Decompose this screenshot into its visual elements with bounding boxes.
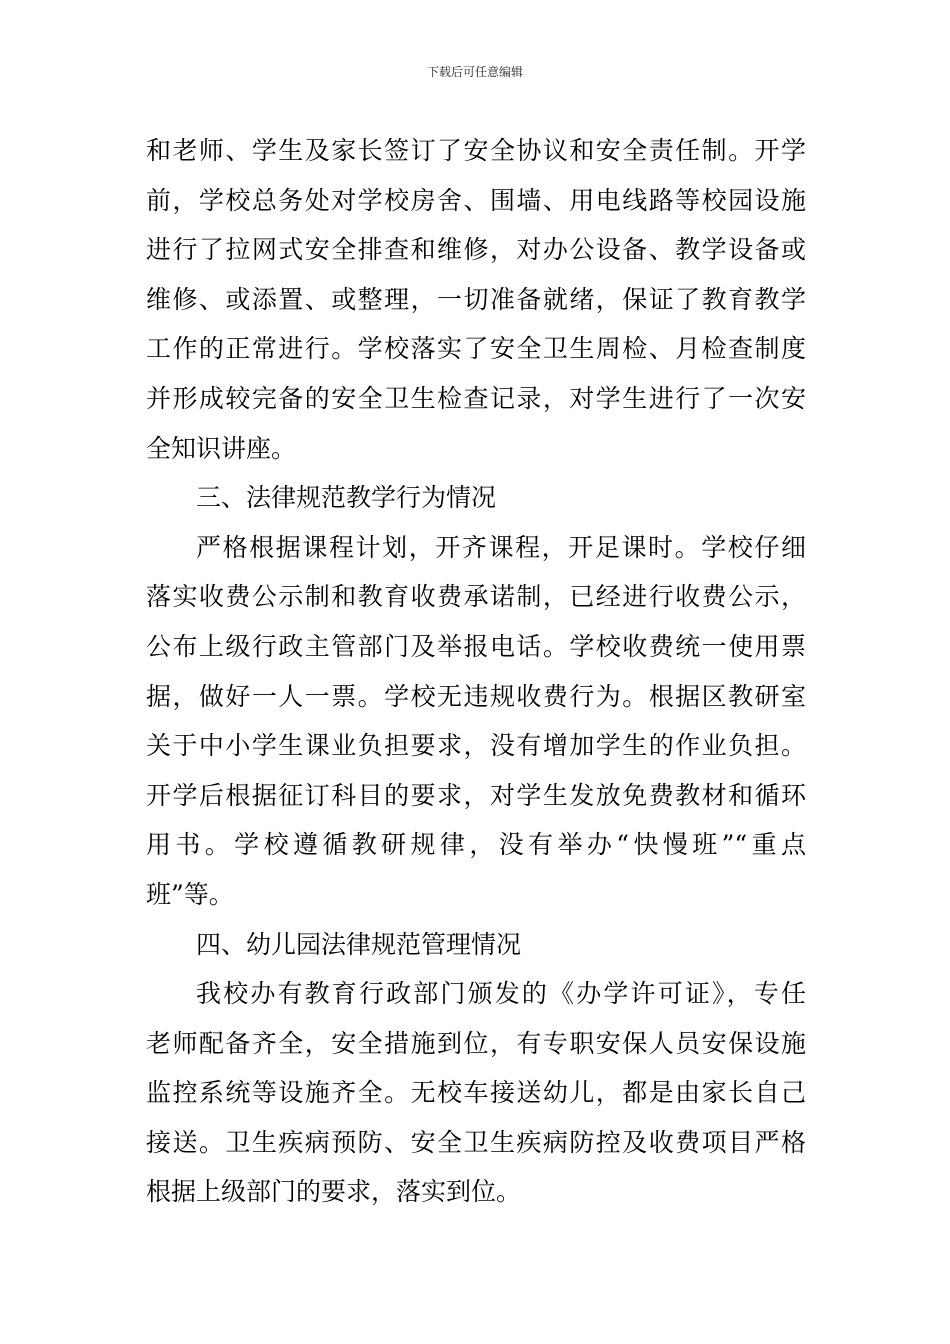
text-line: 和老师、学生及家长签订了安全协议和安全责任制。开学: [146, 136, 806, 165]
text-line: 关于中小学生课业负担要求，没有增加学生的作业负担。: [146, 731, 806, 761]
text-line: 根据上级部门的要求，落实到位。: [146, 1177, 522, 1207]
text-line: 我校办有教育行政部门颁发的《办学许可证》，专任: [196, 979, 806, 1009]
text-line: 落实收费公示制和教育收费承诺制，已经进行收费公示，: [146, 582, 806, 612]
text-line: 接送。卫生疾病预防、安全卫生疾病防控及收费项目严格: [146, 1127, 806, 1157]
text-line: 三、法律规范教学行为情况: [196, 483, 497, 513]
text-line: 维修、或添置、或整理，一切准备就绪，保证了教育教学: [146, 284, 806, 314]
text-line: 工作的正常进行。学校落实了安全卫生周检、月检查制度: [146, 334, 806, 364]
text-line: 老师配备齐全，安全措施到位，有专职安保人员安保设施: [146, 1028, 806, 1058]
text-line: 进行了拉网式安全排查和维修，对办公设备、教学设备或: [146, 235, 806, 265]
body-text: [146, 126, 806, 1217]
text-line: 班”等。: [146, 879, 234, 909]
text-line: 监控系统等设施齐全。无校车接送幼儿，都是由家长自己: [146, 1078, 806, 1108]
text-line: 开学后根据征订科目的要求，对学生发放免费教材和循环: [146, 780, 806, 810]
text-line: 严格根据课程计划，开齐课程，开足课时。学校仔细: [196, 532, 806, 562]
text-line: 四、幼儿园法律规范管理情况: [196, 929, 522, 959]
text-line: 全知识讲座。: [146, 433, 297, 463]
text-line: 据，做好一人一票。学校无违规收费行为。根据区教研室: [146, 681, 806, 711]
text-line: 用书。学校遵循教研规律，没有举办“快慢班”“重点: [146, 830, 806, 860]
text-line: 公布上级行政主管部门及举报电话。学校收费统一使用票: [146, 631, 806, 661]
page-header: 下载后可任意编辑: [426, 65, 523, 79]
text-line: 并形成较完备的安全卫生检查记录，对学生进行了一次安: [146, 383, 806, 413]
text-line: 前，学校总务处对学校房舍、围墙、用电线路等校园设施: [146, 185, 806, 215]
